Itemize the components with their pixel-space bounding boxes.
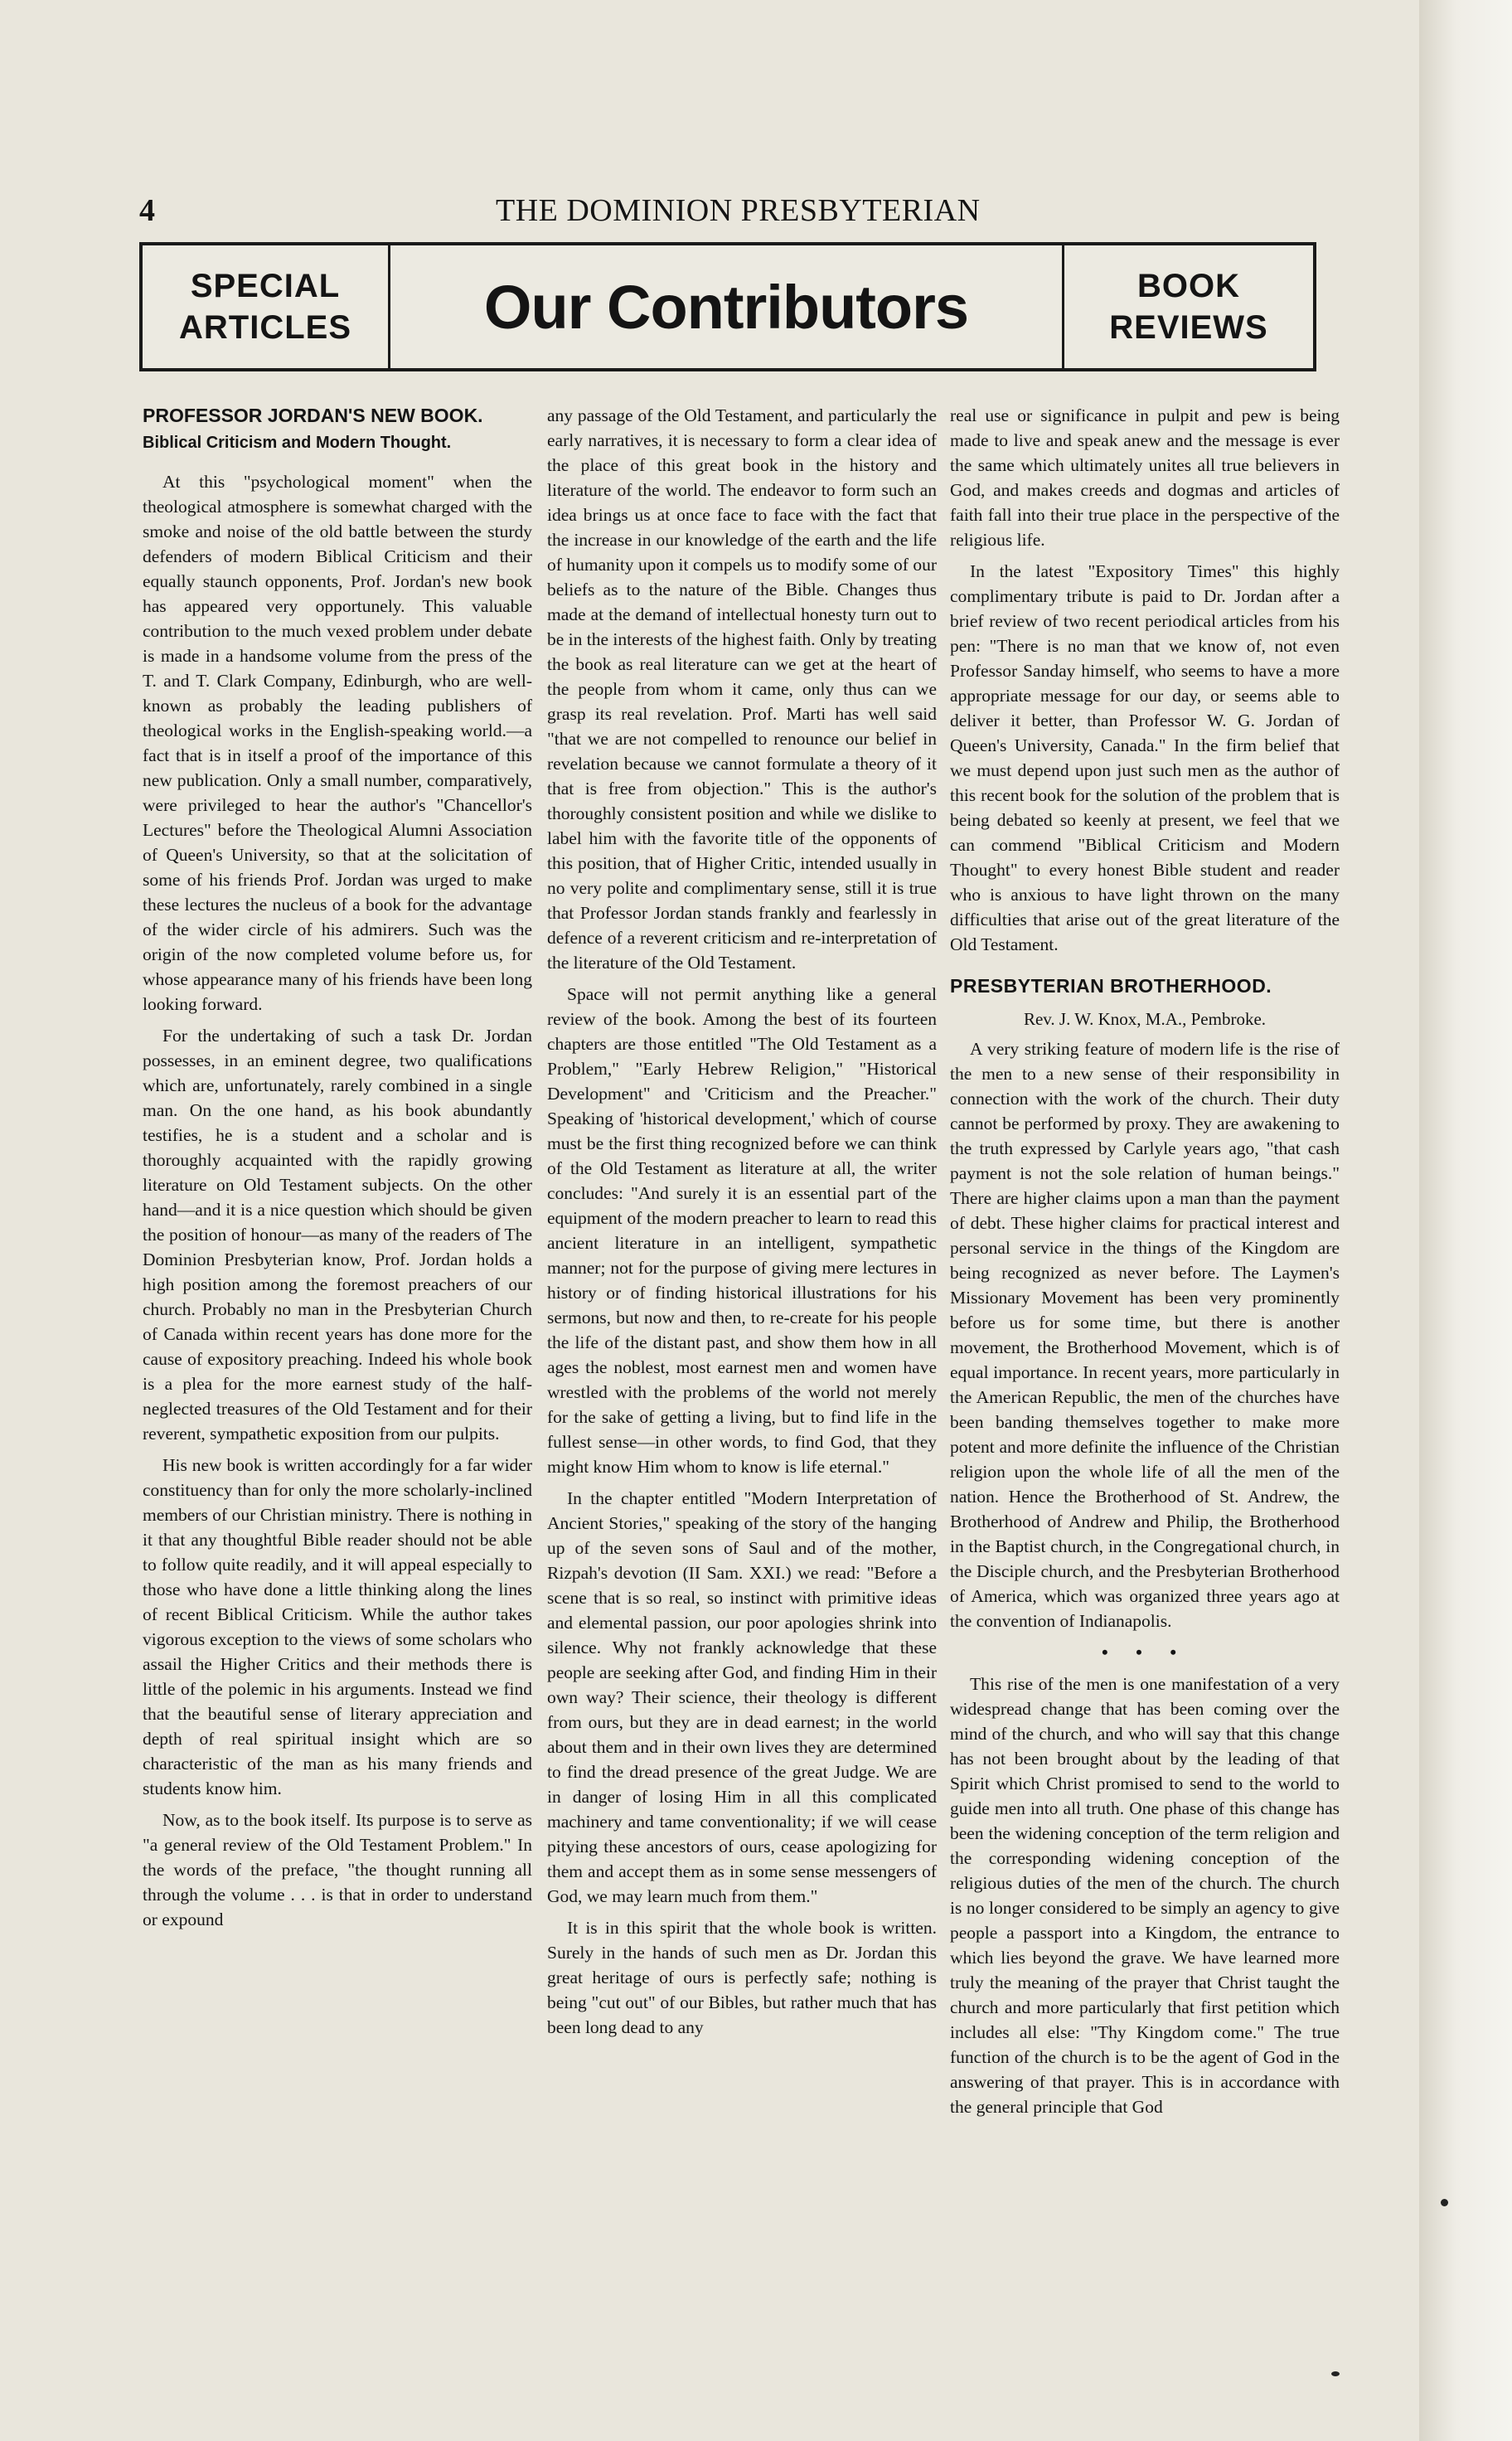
article-paragraph: At this "psychological moment" when the theological atmosphere is somewhat charged with the smoke and noise of the old battle between the sturdy defenders of modern Biblical Criticism and their equally staunch opponents, Prof. Jordan's new book has appeared very opportunely. This valuable contribution to the much vexed problem under debate is made in a handsome volume from the press of the T. and T. Clark Company, Edinburgh, who are well-known as probably the leading publishers of theological works in the English-speaking world.—a fact that is in itself a proof of the importance of this new publication. Only a small number, comparatively, were privileged to hear the author's "Chancellor's Lectures" before the Theological Alumni Association of Queen's University, so that at the solicitation of some of his friends Prof. Jordan was urged to make these lectures the nucleus of a book for the advantage of the wider circle of his admirers. Such was the origin of the now completed volume before us, for whose appearance many of his friends have been long looking forward. [143,472,532,1014]
banner-right-line2: REVIEWS [1109,309,1268,346]
article-paragraph: In the chapter entitled "Modern Interpretation of Ancient Stories," speaking of the story of the hanging up of the seven sons of Saul and of the mother, Rizpah's devotion (II Sam. XXI.) we read: "Before a scene that is so real, so instinct with primitive ideas and elemental passion, our poor apologies shrink into silence. Why not frankly acknowledge that these people are seeking after God, and finding Him in their own way? Their science, their theology is different from ours, but they are in dead earnest; in the world about them and in their own lives they are determined to find the dread presence of the great Judge. We are in danger of losing Him in all this complicated machinery and tame conventionality; if we will cease pitying these ancestors of ours, cease apologizing for them and accept them as in some sense messengers of God, we may learn much from them." [547,1488,937,1906]
article-byline: Rev. J. W. Knox, M.A., Pembroke. [1023,1009,1267,1029]
article-paragraph: Space will not permit anything like a general review of the book. Among the best of its fourteen chapters are those entitled "The Old Testament as a Problem," "Early Hebrew Religion," "Historical Development" and 'Criticism and the Preacher." Speaking of 'historical development,' which of course must be the first thing recognized before we can think of the Old Testament as literature at all, the writer concludes: "And surely it is an essential part of the equipment of the modern preacher to learn to read this ancient literature in an intelligent, sympathetic manner; not for the purpose of giving mere lectures in history or of finding historical illustrations for his sermons, but now and then, to re-create for his people the life of the distant past, and show them how in all ages the noblest, most earnest men and women have wrestled with the problems of the world not merely for the sake of getting a living, but to find life in the fullest sense—in other words, to find God, that they might know Him whom to know is life eternal." [547,984,937,1477]
page-header [139,192,1341,234]
banner-left-line2: ARTICLES [179,309,351,346]
banner-title: Our Contributors [483,272,969,342]
article-paragraph: This rise of the men is one manifestation of a very widespread change that has been coming over the mind of the church, and who will say that this change has not been brought about by the leading of that Spirit which Christ promised to send to the world to guide men into all truth. One phase of this change has been the widening conception of the term religion and the corresponding widening conception of the religious duties of the men of the church. The church is no longer considered to be simply an agency to give people a passport into a Kingdom, the entrance to which lies beyond the grave. We have learned more truly the meaning of the prayer that Christ taught the church and more particularly that first petition which includes all else: "Thy Kingdom come." The true function of the church is to be the agent of God in the answering of that prayer. This is in accordance with the general principle that God [950,1674,1340,2117]
scan-speck [1331,2371,1340,2376]
page-number: 4 [139,193,155,228]
article-paragraph: any passage of the Old Testament, and particularly the early narratives, it is necessary to form a clear idea of the place of this great book in the history and literature of the world. The endeavor to form such an idea brings us at once face to face with the fact that the increase in our knowledge of the earth and the life of humanity upon it compels us to modify some of our beliefs as to the nature of the Bible. Changes thus made at the demand of intellectual honesty turn out to be in the interests of the highest faith. Only by treating the book as real literature can we get at the heart of the people from whom it came, only thus can we grasp its real revelation. Prof. Marti has well said "that we are not compelled to renounce our belief in revelation because we cannot formulate a theory of it that is free from objection." This is the author's thoroughly consistent position and while we dislike to label him with the favorite title of the opponents of this position, that of Higher Critic, intended usually in no very polite and complimentary sense, still it is true that Professor Jordan stands frankly and fearlessly in defence of a reverent criticism and re-interpretation of the literature of the Old Testament. [547,405,937,973]
article-paragraph: real use or significance in pulpit and pew is being made to live and speak anew and the message is ever the same which ultimately unites all true believers in God, and makes creeds and dogmas and articles of faith fall into their true place in the perspective of the religious life. [950,405,1340,550]
column-1 [143,403,532,1932]
article-subtitle: Biblical Criticism and Modern Thought. [143,434,452,452]
article-paragraph: For the undertaking of such a task Dr. Jordan possesses, in an eminent degree, two qualifications which are, unfortunately, rarely combined in a single man. On the one hand, as his book abundantly testifies, he is a student and a scholar and is thoroughly acquainted with the rapidly growing literature on Old Testament subjects. On the other hand—and it is a nice question which should be given the position of honour—as many of the readers of The Dominion Presbyterian know, Prof. Jordan holds a high position among the foremost preachers of our church. Probably no man in the Presbyterian Church of Canada within recent years has done more for the cause of expository preaching. Indeed his whole book is a plea for the more earnest study of the half-neglected treasures of the Old Testament and for their reverent, sympathetic exposition from our pulpits. [143,1026,532,1444]
column-2 [547,403,937,2040]
article-title: PROFESSOR JORDAN'S NEW BOOK. [143,405,483,426]
article-paragraph: His new book is written accordingly for a far wider constituency than for only the more scholarly-inclined members of our Christian ministry. There is nothing in it that any thoughtful Bible reader should not be able to follow quite readily, and it will appeal especially to those who have done a little thinking along the lines of recent Biblical Criticism. While the author takes vigorous exception to the views of some scholars who assail the Higher Critics and their methods there is little of the polemic in his arguments. Instead we find that the beautiful sense of literary appreciation and depth of real spiritual insight which are so characteristic of the man as his many friends and students know him. [143,1455,532,1798]
article-paragraph: Now, as to the book itself. Its purpose is to serve as "a general review of the Old Testament Problem." In the words of the preface, "the thought running all through the volume . . . is that in order to understand or expound [143,1810,532,1929]
banner-book-reviews [1062,245,1313,368]
article-paragraph: A very striking feature of modern life is the rise of the men to a new sense of their responsibility in connection with the work of the church. Their duty cannot be performed by proxy. They are awakening to the truth expressed by Carlyle years ago, "that cash payment is not the sole relation of human beings." There are higher claims upon a man than the payment of debt. These higher claims for practical interest and personal service in the things of the Kingdom are being recognized as never before. The Laymen's Missionary Movement has been very prominently before us for some time, but there is another movement, the Brotherhood Movement, which is of equal importance. In recent years, more particularly in the American Republic, the men of the churches have been banding themselves together to make more potent and more definite the influence of the Christian religion upon the whole life of all the men of the nation. Hence the Brotherhood of St. Andrew, the Brotherhood of Andrew and Philip, the Brotherhood in the Baptist church, in the Congregational church, in the Disciple church, and the Presbyterian Brotherhood of America, which was organized three years ago at the convention of Indianapolis. [950,1039,1340,1631]
article-paragraph: In the latest "Expository Times" this highly complimentary tribute is paid to Dr. Jordan after a brief review of two recent periodical articles from his pen: "There is no man that we know of, not even Professor Sanday himself, who seems to have a more appropriate message for our day, or seems able to deliver it better, than Professor W. G. Jordan of Queen's University, Canada." In the firm belief that we must depend upon just such men as the author of this recent book for the solution of the problem that is being debated so keenly at present, we feel that we can commend "Biblical Criticism and Modern Thought" to every honest Bible student and reader who is anxious to have light thrown on the many difficulties that arise out of the great literature of the Old Testament. [950,561,1340,954]
banner-right-line1: BOOK [1136,268,1240,304]
article-paragraph: It is in this spirit that the whole book is written. Surely in the hands of such men as Dr. Jordan this great heritage of ours is perfectly safe; nothing is being "cut out" of our Bibles, but rather much that has been long dead to any [547,1918,937,2037]
banner-special-articles [143,245,390,368]
article-title: PRESBYTERIAN BROTHERHOOD. [950,975,1272,997]
running-title: THE DOMINION PRESBYTERIAN [496,193,981,228]
section-separator: • • • [1101,1642,1189,1662]
scan-speck [1441,2199,1448,2206]
page-edge [1419,0,1512,2441]
section-banner [139,242,1316,371]
column-3 [950,403,1340,2119]
banner-left-line1: SPECIAL [190,268,341,304]
